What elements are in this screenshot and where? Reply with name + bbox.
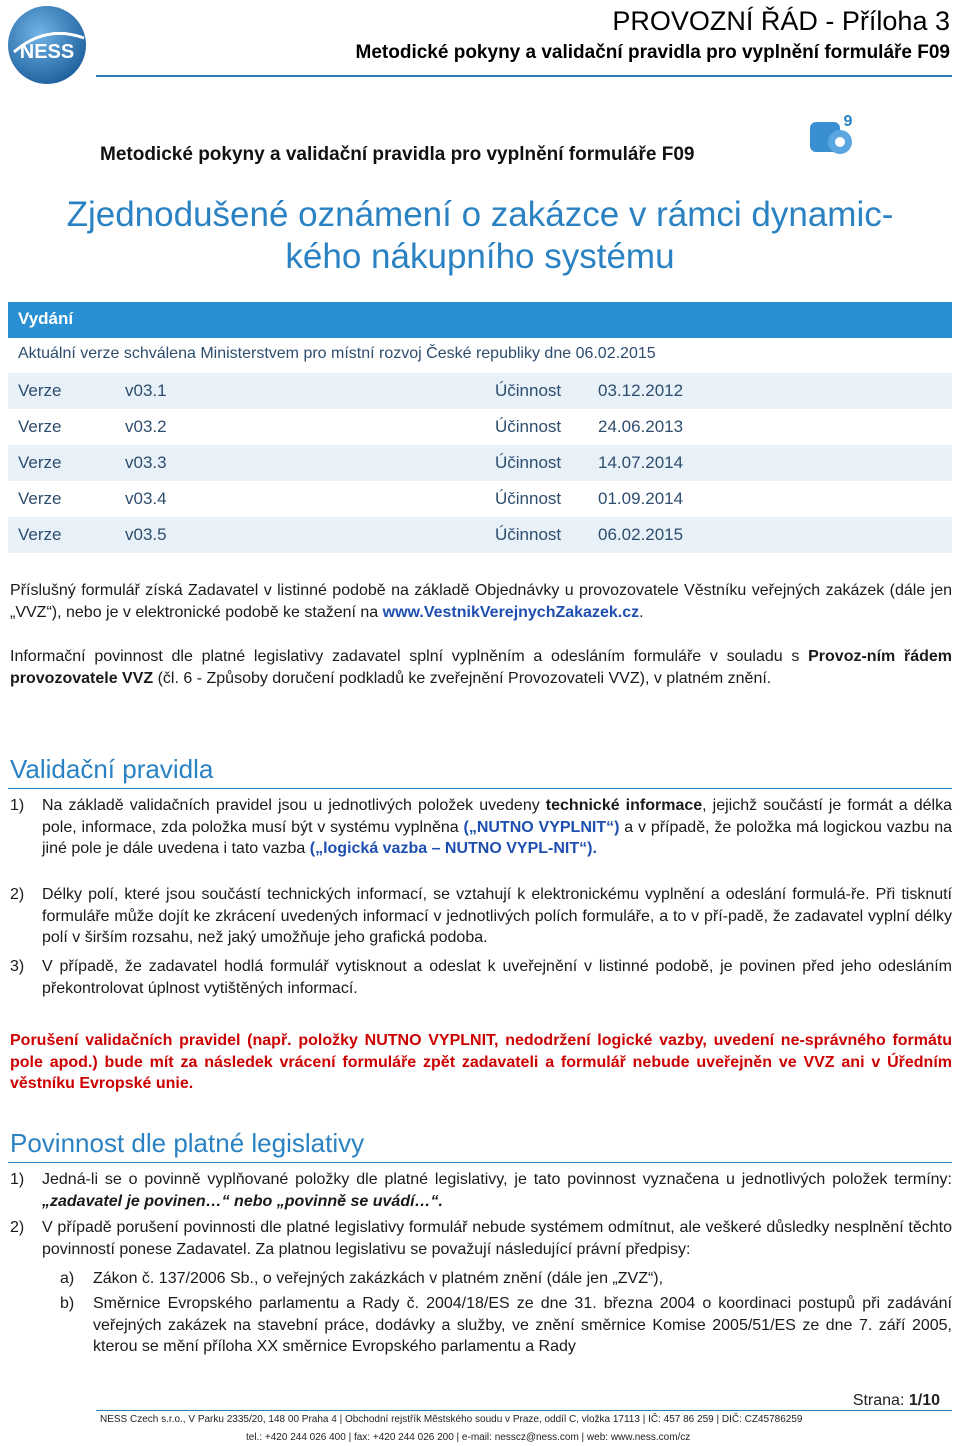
page-number: Strana: 1/10 <box>852 1392 940 1409</box>
version-row <box>8 445 952 481</box>
ness-logo <box>6 4 88 86</box>
validation-item-2: 2) Délky polí, které jsou součástí technických informací, se vztahují k elektronickému vyplnění a odeslání formulá-ře. Při tisknutí formuláře může dojít ke zkrácení uvedených informací v jednotlivých polích formuláře, a to v pří-padě, že zadavatel vyplní délky polí v širším rozsahu, než jaký umožňuje jeho grafická podoba. <box>10 886 952 946</box>
effective-date: 24.06.2013 <box>598 417 684 436</box>
validation-heading: Validační pravidla <box>10 754 214 784</box>
version-number: v03.1 <box>125 381 167 400</box>
effective-date: 03.12.2012 <box>598 381 684 400</box>
header-subtitle: Metodické pokyny a validační pravidla pro vyplnění formuláře F09 <box>355 42 950 63</box>
document-title-line-1: Zjednodušené oznámení o zakázce v rámci dynamic- <box>66 195 894 234</box>
obligation-item-2: 2) V případě porušení povinnosti dle platné legislativy formulář nebude systémem odmítnut, ale veškeré důsledky nesplnění těchto povinností ponese Zadavatel. Za platnou legislativu se považují následující právní předpisy: <box>10 1219 952 1258</box>
logo-text: NESS <box>19 41 75 63</box>
effective-label: Účinnost <box>495 489 562 508</box>
effective-date: 14.07.2014 <box>598 453 684 472</box>
version-label: Verze <box>18 381 62 400</box>
effective-label: Účinnost <box>495 525 562 544</box>
version-label: Verze <box>18 489 62 508</box>
version-row <box>8 481 952 517</box>
footer-divider <box>96 1410 952 1411</box>
section-divider <box>8 1162 952 1163</box>
footer-contact-info: tel.: +420 244 026 400 | fax: +420 244 026 200 | e-mail: nesscz@ness.com | web: www.ness.com/cz <box>246 1432 691 1443</box>
version-label: Verze <box>18 417 62 436</box>
version-row <box>8 409 952 445</box>
version-row <box>8 517 952 553</box>
version-number: v03.4 <box>125 489 167 508</box>
form-number: 9 <box>843 113 853 130</box>
footer-company-info: NESS Czech s.r.o., V Parku 2335/20, 148 00 Praha 4 | Obchodní rejstřík Městského soudu v Praze, oddíl C, vložka 17113 | IČ: 457 86 259 | DIČ: CZ45786259 <box>100 1414 803 1425</box>
legislation-item-b: b) Směrnice Evropského parlamentu a Rady č. 2004/18/ES ze dne 31. března 2004 o koordinaci postupů při zadávání veřejných zakázek na stavební práce, dodávky a služby, ve znění směrnice Komise 2005/51/ES ze dne 7. září 2005, kterou se mění příloha XX směrnice Evropského parlamentu a Rady <box>60 1295 952 1355</box>
obligation-item-1: 1) Jedná-li se o povinně vyplňované položky dle platné legislativy, je tato povinnost vyznačena u jednotlivých položek termíny: „zadavatel je povinen…“ nebo „povinně se uvádí…“. <box>10 1171 952 1210</box>
effective-label: Účinnost <box>495 417 562 436</box>
section-divider <box>8 788 952 789</box>
ness-logo-icon <box>6 4 88 86</box>
obligation-heading: Povinnost dle platné legislativy <box>10 1128 365 1158</box>
version-number: v03.2 <box>125 417 167 436</box>
validation-item-1: 1) Na základě validačních pravidel jsou u jednotlivých položek uvedeny technické informace, jejichž součástí je formát a délka pole, informace, zda položka musí být v systému vyplněna („NUTNO VYPLNIT“) a v případě, že položka má logickou vazbu na jiné pole je dále uvedena i tato vazba („logická vazba – NUTNO VYPL-NIT“). <box>10 797 953 857</box>
approval-note: Aktuální verze schválena Ministerstvem pro místní rozvoj České republiky dne 06.02.2015 <box>18 345 656 362</box>
effective-label: Účinnost <box>495 453 562 472</box>
validation-item-3: 3) V případě, že zadavatel hodlá formulář vytisknout a odeslat k uveřejnění v listinné podobě, je povinen před jeho odesláním překontrolovat úplnost vytištěných informací. <box>10 958 952 997</box>
validation-warning: Porušení validačních pravidel (např. položky NUTNO VYPLNIT, nedodržení logické vazby, uvedení ne-správného formátu pole apod.) bude mít za následek vrácení formuláře zpět zadavateli a formulář nebude uveřejněn ve VVZ ani v Úředním věstníku Evropské unie. <box>10 1032 952 1092</box>
effective-date: 01.09.2014 <box>598 489 684 508</box>
document-subtitle: Metodické pokyny a validační pravidla pro vyplnění formuláře F09 <box>100 144 695 165</box>
header-divider <box>96 75 952 77</box>
version-label: Verze <box>18 525 62 544</box>
version-row <box>8 373 952 409</box>
effective-label: Účinnost <box>495 381 562 400</box>
version-label: Verze <box>18 453 62 472</box>
version-number: v03.5 <box>125 525 167 544</box>
document-title <box>12 194 948 278</box>
effective-date: 06.02.2015 <box>598 525 684 544</box>
vvz-website-link[interactable]: www.VestnikVerejnychZakazek.cz <box>382 603 640 621</box>
legislation-item-a: a) Zákon č. 137/2006 Sb., o veřejných zakázkách v platném znění (dále jen „ZVZ“), <box>60 1270 664 1287</box>
intro-paragraph-2: Informační povinnost dle platné legislativy zadavatel splní vyplněním a odesláním formuláře v souladu s Provoz-ním řádem provozovatele VVZ (čl. 6 - Způsoby doručení podkladů ke zveřejnění Provozovateli VVZ), v platném znění. <box>10 648 952 687</box>
header-title: PROVOZNÍ ŘÁD - Příloha 3 <box>612 6 950 36</box>
edition-heading: Vydání <box>8 302 952 338</box>
intro-paragraph-1: Příslušný formulář získá Zadavatel v listinné podobě na základě Objednávky u provozovatele Věstníku veřejných zakázek (dále jen „VVZ“), nebo je v elektronické podobě ke stažení na www.VestnikVerejnychZakazek.cz. <box>10 582 952 621</box>
version-number: v03.3 <box>125 453 167 472</box>
form-f09-icon <box>808 110 858 158</box>
document-title-line-2: kého nákupního systému <box>285 237 675 276</box>
